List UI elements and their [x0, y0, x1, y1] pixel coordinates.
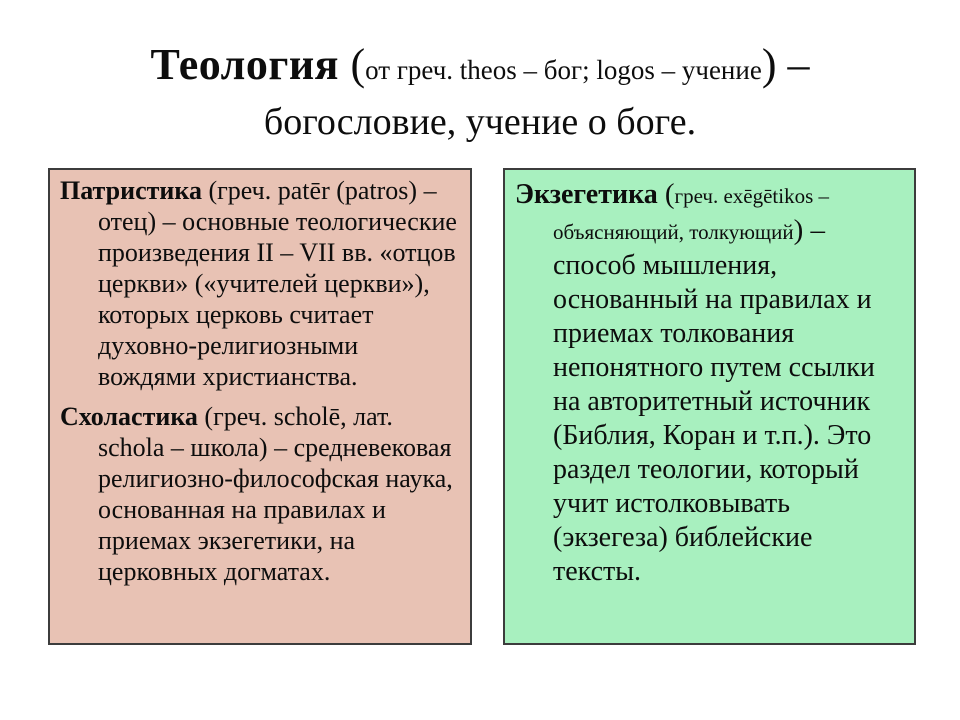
- exegetics-greek-gloss: греч. exēgētikos – объясняющий, толкующий: [553, 184, 830, 244]
- exegetics-box: [503, 168, 916, 645]
- exegetics-paren-close: ) –: [793, 214, 825, 246]
- title-paren-open: (: [350, 40, 366, 89]
- title-line1: [0, 38, 960, 97]
- title-term: Теология: [150, 40, 351, 89]
- title-line2: богословие, учение о боге.: [263, 101, 697, 143]
- patristics-paragraph: [60, 175, 462, 392]
- scholastics-definition: (греч. scholē, лат. schola – школа) – средневековая религиозно-философская наука, основанная на правилах и приемах экзегетики, на церковных догматах.: [98, 402, 453, 586]
- exegetics-term: Экзегетика: [515, 179, 665, 210]
- title-paren-close: ) –: [761, 40, 810, 89]
- title-greek-gloss: от греч. theos – бог; logos – учение: [365, 55, 762, 85]
- scholastics-paragraph: [60, 401, 462, 587]
- slide-title: [0, 38, 960, 147]
- patristics-definition: (греч. patēr (patros) – отец) – основные теологические произведения II – VII вв. «отцов церкви» («учителей церкви»), которых церковь считает духовно-религиозными вождями христианства.: [98, 176, 457, 391]
- scholastics-term: Схоластика: [60, 402, 198, 431]
- exegetics-paragraph: [515, 177, 900, 589]
- patristics-term: Патристика: [60, 176, 202, 205]
- patristics-scholastics-box: [48, 168, 472, 645]
- exegetics-definition: способ мышления, основанный на правилах и приемах толкования непонятного путем ссылки на авторитетный источник (Библия, Коран и т.п.). Это раздел теологии, который учит истолковывать (экзегеза) библейские тексты.: [553, 250, 875, 587]
- exegetics-paren-open: (: [664, 178, 675, 210]
